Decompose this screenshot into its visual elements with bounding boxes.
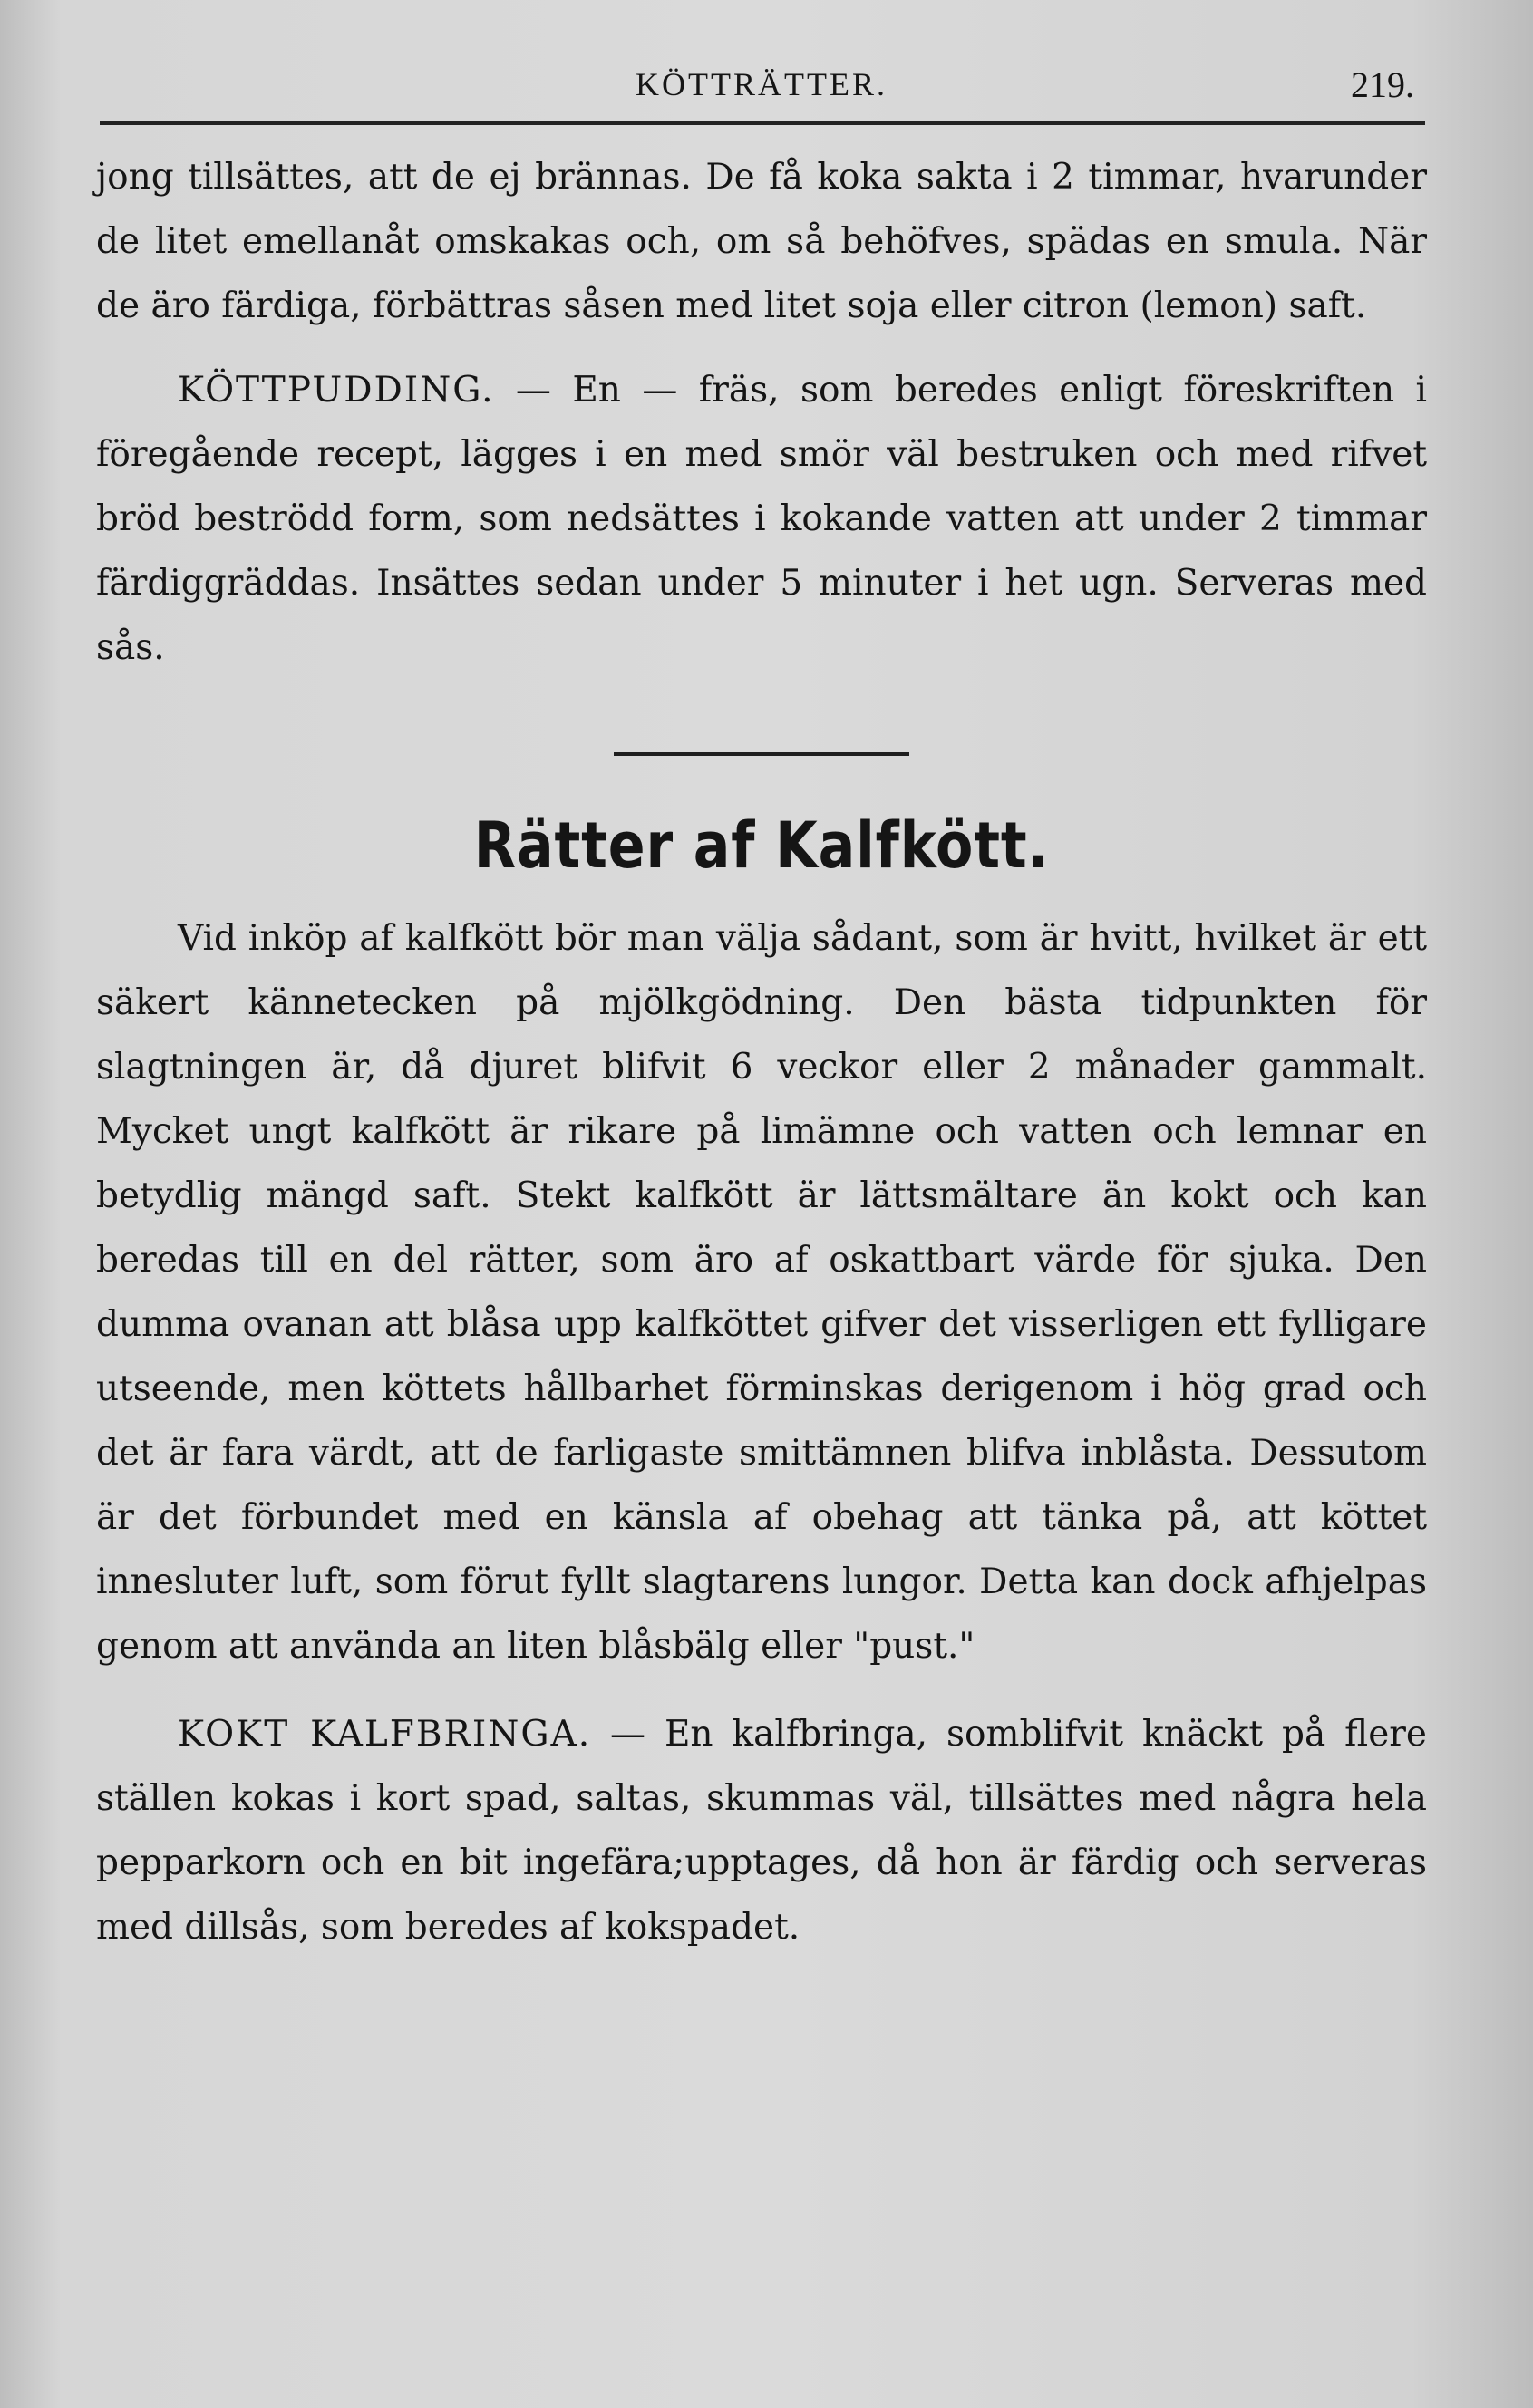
recipe-heading: KÖTTPUDDING. bbox=[178, 370, 495, 411]
header-rule bbox=[100, 121, 1425, 125]
paragraph-text: Vid inköp af kalfkött bör man välja sådant, som är hvitt, hvilket är ett säkert kännetecken på mjölkgödning. Den bästa tidpunkten för slagtningen är, då djuret blifvit 6 veckor eller 2 månader gammalt. Mycket ungt kalfkött är rikare på limämne och vatten och lemnar en betydlig mängd saft. Stekt kalfkött är lättsmältare än kokt och kan beredas till en del rätter, som äro af oskattbart värde för sjuka. Den dumma ovanan att blåsa upp kalfköttet gifver det visserligen ett fylligare utseende, men köttets hållbarhet förminskas derigenom i hög grad och det är fara värdt, att de farligaste smittämnen blifva inblåsta. Dessutom är det förbundet med en känsla af obehag att tänka på, att köttet innesluter luft, som förut fyllt slagtarens lungor. Detta kan dock afhjelpas genom att använda an liten blåsbälg eller "pust." bbox=[96, 918, 1427, 1667]
page-number: 219. bbox=[1351, 64, 1414, 105]
recipe-text: — En kalfbringa, somblifvit knäckt på flere ställen kokas i kort spad, saltas, skummas väl, tillsättes med några hela pepparkorn och en bit ingefära;upptages, då hon är färdig och serveras med dillsås, som beredes af kokspadet. bbox=[96, 1714, 1427, 1948]
recipe-text: — En — fräs, som beredes enligt föreskriften i föregående recept, lägges i en med smör väl bestruken och med rifvet bröd beströdd form, som nedsättes i kokande vatten att under 2 timmar färdiggräddas. Insättes sedan under 5 minuter i het ugn. Serveras med sås. bbox=[96, 370, 1427, 668]
page-body bbox=[96, 145, 1427, 1959]
recipe-kokt-kalfbringa bbox=[96, 1702, 1427, 1959]
page-header bbox=[100, 56, 1423, 121]
intro-paragraph bbox=[96, 906, 1427, 1678]
recipe-kottpudding bbox=[96, 358, 1427, 680]
section-title: Rätter af Kalfkött. bbox=[473, 808, 1050, 883]
paragraph-text: jong tillsättes, att de ej brännas. De få koka sakta i 2 timmar, hvarunder de litet emellanåt omskakas och, om så behöfves, spädas en smula. När de äro färdiga, förbättras såsen med litet soja eller citron (lemon) saft. bbox=[96, 157, 1427, 326]
paragraph-continuation bbox=[96, 145, 1427, 338]
running-title: KÖTTRÄTTER. bbox=[636, 66, 888, 102]
section-separator bbox=[614, 752, 909, 756]
recipe-heading: KOKT KALFBRINGA. bbox=[178, 1714, 592, 1755]
